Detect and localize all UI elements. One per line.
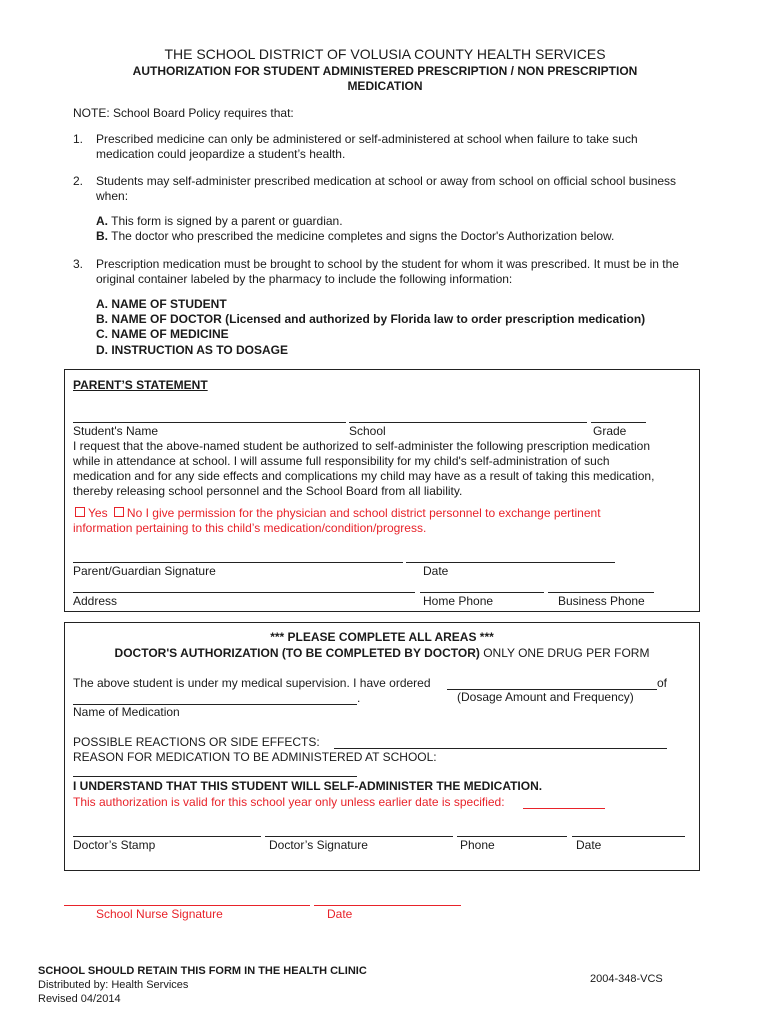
doctor-date-line[interactable] [572, 836, 685, 837]
valid-text: This authorization is valid for this school year only unless earlier date is specified: [73, 795, 505, 809]
sub-b-text: The doctor who prescribed the medicine completes and signs the Doctor's Authorization below. [108, 229, 615, 243]
reason-label: REASON FOR MEDICATION TO BE ADMINISTERED AT SCHOOL: [73, 750, 437, 764]
school-line[interactable] [349, 422, 587, 423]
item-number-1: 1. [73, 132, 84, 146]
nurse-date-line[interactable] [314, 905, 461, 906]
retain-notice: SCHOOL SHOULD RETAIN THIS FORM IN THE HEALTH CLINIC [38, 965, 367, 977]
sub-a-text: This form is signed by a parent or guardian. [108, 214, 343, 228]
request-line4: thereby releasing school personnel and the School Board from all liability. [73, 484, 463, 498]
doctor-phone-label: Phone [460, 838, 495, 852]
item2-sub-a [96, 214, 343, 228]
doctor-auth-heading [64, 646, 700, 660]
permission-text: I give permission for the physician and school district personnel to exchange pertinent [142, 506, 601, 520]
student-name-label: Student's Name [73, 424, 159, 438]
item1-line2: medication could jeopardize a student’s health. [96, 147, 346, 161]
request-line3: medication and for any side effects and complications my child may have as a result of taking this medication, [73, 469, 655, 483]
item2-line2: when: [96, 189, 129, 203]
grade-label: Grade [593, 424, 627, 438]
revised-date: Revised 04/2014 [38, 993, 121, 1005]
document-subtitle-line1: AUTHORIZATION FOR STUDENT ADMINISTERED PRESCRIPTION / NON PRESCRIPTION [132, 64, 638, 78]
item3-line2: original container labeled by the pharmacy to include the following information: [96, 272, 513, 286]
home-phone-line[interactable] [420, 592, 544, 593]
sub-a-letter: A. [96, 214, 108, 228]
permission-line2: information pertaining to this child’s medication/condition/progress. [73, 521, 427, 535]
yes-label: Yes [88, 506, 108, 520]
business-phone-line[interactable] [548, 592, 654, 593]
complete-all-areas: *** PLEASE COMPLETE ALL AREAS *** [270, 630, 494, 644]
request-line2: while in attendance at school. I will assume full responsibility for my child's self-administration of such [73, 454, 610, 468]
address-line[interactable] [73, 592, 415, 593]
info-b: B. NAME OF DOCTOR (Licensed and authorized by Florida law to order prescription medication) [96, 312, 646, 326]
reason-line[interactable] [73, 776, 357, 777]
info-a: A. NAME OF STUDENT [96, 297, 227, 311]
item-number-2: 2. [73, 174, 84, 188]
parent-date-line[interactable] [406, 562, 615, 563]
parent-signature-label: Parent/Guardian Signature [73, 564, 216, 578]
document-title: THE SCHOOL DISTRICT OF VOLUSIA COUNTY HEALTH SERVICES [164, 46, 606, 62]
doctor-signature-line[interactable] [265, 836, 453, 837]
nurse-signature-line[interactable] [64, 905, 310, 906]
document-subtitle-line2: MEDICATION [347, 79, 423, 93]
business-phone-label: Business Phone [558, 594, 645, 608]
policy-note: NOTE: School Board Policy requires that: [73, 106, 294, 120]
parent-signature-line[interactable] [73, 562, 403, 563]
doctor-auth-heading-bold: DOCTOR'S AUTHORIZATION (TO BE COMPLETED BY DOCTOR) [114, 646, 480, 660]
doctor-date-label: Date [576, 838, 602, 852]
info-c: C. NAME OF MEDICINE [96, 327, 229, 341]
doctor-phone-line[interactable] [457, 836, 567, 837]
no-checkbox[interactable] [114, 507, 124, 517]
doctor-auth-heading-plain: ONLY ONE DRUG PER FORM [479, 646, 650, 660]
medication-period: . [357, 691, 361, 705]
request-line1: I request that the above-named student be authorized to self-administer the following prescription medication [73, 439, 650, 453]
doctor-stamp-line[interactable] [73, 836, 261, 837]
side-effects-line[interactable] [334, 748, 667, 749]
yes-checkbox[interactable] [75, 507, 85, 517]
school-label: School [349, 424, 386, 438]
dosage-label: (Dosage Amount and Frequency) [457, 690, 634, 704]
form-number: 2004-348-VCS [590, 973, 663, 985]
doctor-stamp-label: Doctor’s Stamp [73, 838, 156, 852]
doctor-signature-label: Doctor’s Signature [269, 838, 368, 852]
sub-b-letter: B. [96, 229, 108, 243]
permission-line1 [75, 506, 601, 520]
item3-line1: Prescription medication must be brought to school by the student for whom it was prescribed. It must be in the [96, 257, 679, 271]
item2-sub-b [96, 229, 614, 243]
item1-line1: Prescribed medicine can only be administered or self-administered at school when failure to take such [96, 132, 638, 146]
parent-date-label: Date [423, 564, 449, 578]
medication-label: Name of Medication [73, 705, 180, 719]
home-phone-label: Home Phone [423, 594, 494, 608]
of-text: of [657, 676, 668, 690]
no-label: No [126, 506, 143, 520]
grade-line[interactable] [591, 422, 646, 423]
nurse-date-label: Date [327, 907, 353, 921]
distributed-by: Distributed by: Health Services [38, 979, 189, 991]
supervision-text: The above student is under my medical supervision. I have ordered [73, 676, 431, 690]
student-name-line[interactable] [73, 422, 346, 423]
parent-statement-heading: PARENT’S STATEMENT [73, 378, 208, 392]
nurse-signature-label: School Nurse Signature [96, 907, 223, 921]
item2-line1: Students may self-administer prescribed medication at school or away from school on official school business [96, 174, 677, 188]
address-label: Address [73, 594, 118, 608]
understand-text: I UNDERSTAND THAT THIS STUDENT WILL SELF-ADMINISTER THE MEDICATION. [73, 779, 543, 793]
side-effects-label: POSSIBLE REACTIONS OR SIDE EFFECTS: [73, 735, 320, 749]
earlier-date-line[interactable] [523, 808, 605, 809]
item-number-3: 3. [73, 257, 84, 271]
info-d: D. INSTRUCTION AS TO DOSAGE [96, 343, 289, 357]
